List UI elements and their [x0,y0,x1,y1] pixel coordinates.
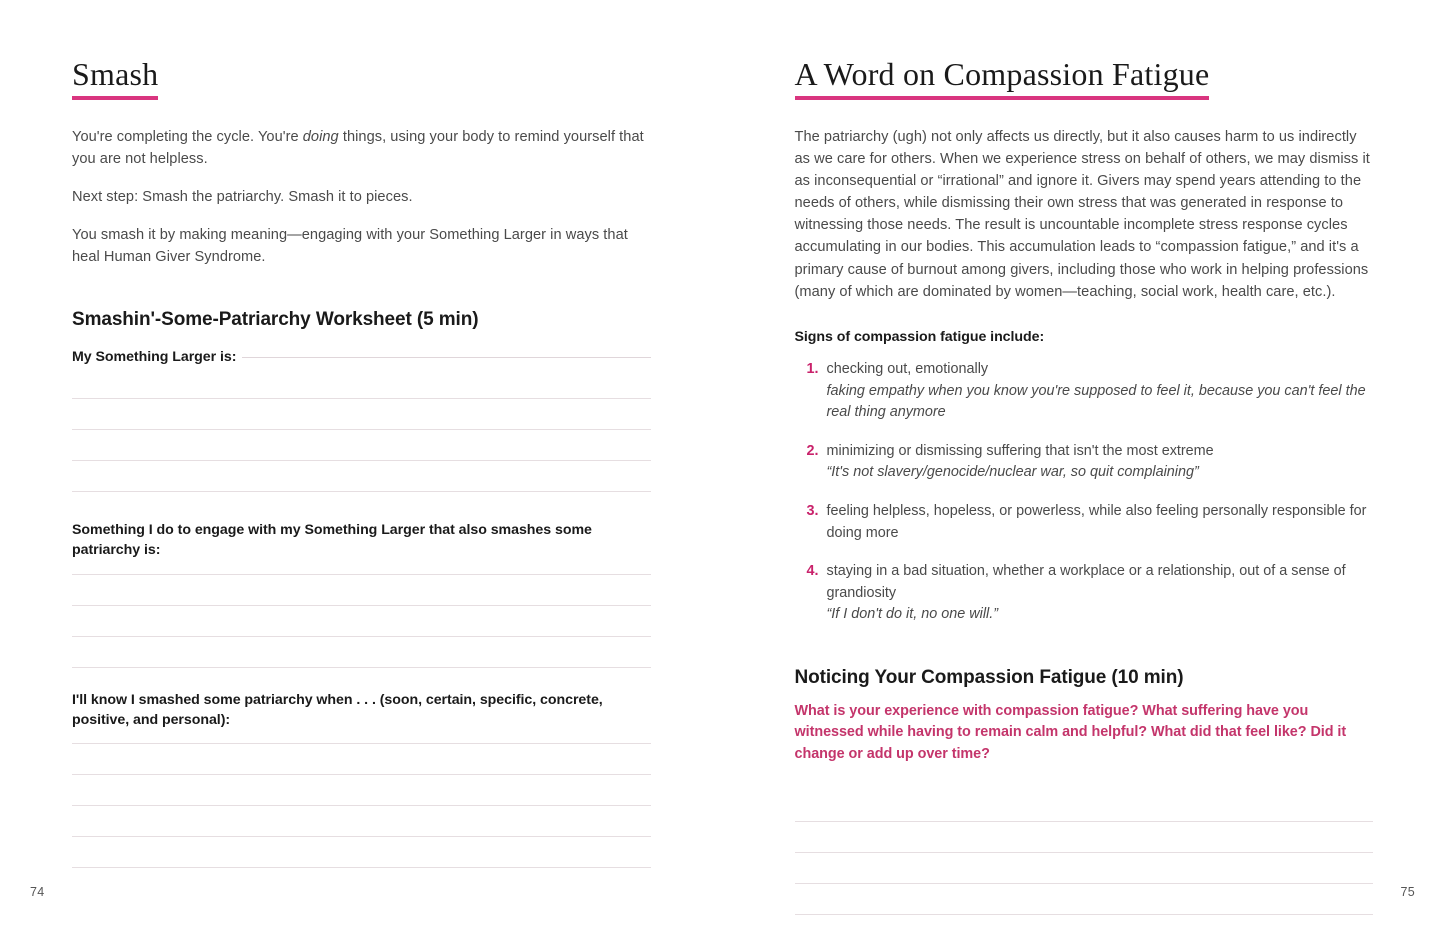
left-page-content [72,0,651,868]
page-right [723,0,1445,929]
exercise-heading: Noticing Your Compassion Fatigue (10 min) [794,667,1184,689]
worksheet-field-2 [72,520,651,667]
write-line[interactable] [72,561,651,575]
field-3-label: I'll know I smashed some patriarchy when . . . (soon, certain, specific, concrete, positive, and personal): [72,691,603,728]
write-line[interactable] [72,837,651,868]
paragraph-1-part-b: things, using your body to remind yourself that you are not helpless. [72,128,644,167]
write-line[interactable] [72,575,651,606]
write-line[interactable] [795,822,1374,853]
field-1-label-row [72,347,651,367]
write-line[interactable] [72,637,651,668]
field-2-lines [72,561,651,668]
spacer [72,492,651,520]
list-item [806,501,1374,544]
worksheet-heading: Smashin'-Some-Patriarchy Worksheet (5 min) [72,309,479,331]
left-heading-wrap [72,58,651,100]
field-1-inline-rule[interactable] [242,357,650,358]
paragraph-1 [72,126,651,170]
list-number: 2. [806,442,819,459]
paragraph-2: Next step: Smash the patriarchy. Smash it to pieces. [72,188,413,205]
list-text: minimizing or dismissing suffering that isn't the most extreme [826,442,1214,459]
worksheet-field-3 [72,690,651,868]
intro-paragraph: The patriarchy (ugh) not only affects us directly, but it also causes harm to us indirectly as we care for others. When we experience stress on behalf of others, we may dismiss it as inconsequential or “irrational” and ignore it. Givers may spend years attending to the needs of others, while dismissing their own stress that was generated in response to witnessing those needs. The result is uncountable incomplete stress response cycles accumulating in our bodies. This accumulation leads to “compassion fatigue,” and it's a primary cause of burnout among givers, including those who work in helping professions (many of which are dominated by women—teaching, social work, health care, etc.). [794,128,1370,300]
page-number-left: 74 [30,885,45,899]
list-text: feeling helpless, hopeless, or powerless, while also feeling personally responsible for doing more [826,503,1367,541]
write-line[interactable] [72,461,651,492]
field-3-lines [72,730,651,868]
list-text: checking out, emotionally [826,360,989,377]
signs-list [795,359,1374,626]
answer-lines [795,790,1374,915]
signs-label: Signs of compassion fatigue include: [794,328,1045,345]
list-item [806,359,1374,424]
list-number: 3. [806,503,819,520]
write-line[interactable] [72,806,651,837]
write-line[interactable] [72,606,651,637]
page-title-compassion-fatigue: A Word on Compassion Fatigue [795,58,1210,100]
list-item [806,441,1374,484]
write-line[interactable] [72,367,651,399]
list-item [806,561,1374,626]
paragraph-1-part-a: You're completing the cycle. You're [72,128,303,145]
write-line[interactable] [795,790,1374,822]
page-number-right: 75 [1400,885,1415,899]
write-line[interactable] [72,399,651,430]
list-subtext: “It's not slavery/genocide/nuclear war, so quit complaining” [826,464,1199,481]
write-line[interactable] [795,853,1374,884]
list-text: staying in a bad situation, whether a workplace or a relationship, out of a sense of grandiosity [826,563,1346,601]
field-2-label: Something I do to engage with my Something Larger that also smashes some patriarchy is: [72,522,592,559]
page-title-smash: Smash [72,58,158,100]
right-heading-wrap [795,58,1374,100]
exercise-prompt: What is your experience with compassion fatigue? What suffering have you witnessed while having to remain calm and helpful? What did that feel like? Did it change or add up over time? [794,702,1347,762]
field-1-label: My Something Larger is: [72,349,237,366]
spacer [72,668,651,690]
write-line[interactable] [72,730,651,744]
write-line[interactable] [72,744,651,775]
paragraph-1-emphasis: doing [302,128,339,145]
write-line[interactable] [795,884,1374,915]
list-number: 4. [806,563,819,580]
paragraph-3: You smash it by making meaning—engaging with your Something Larger in ways that heal Human Giver Syndrome. [72,227,628,266]
list-number: 1. [806,360,819,377]
right-page-content [795,0,1374,915]
write-line[interactable] [72,430,651,461]
list-subtext: faking empathy when you know you're supposed to feel it, because you can't feel the real thing anymore [826,382,1366,421]
list-subtext: “If I don't do it, no one will.” [826,606,999,623]
write-line[interactable] [72,775,651,806]
worksheet-field-1 [72,347,651,492]
field-1-lines [72,367,651,492]
